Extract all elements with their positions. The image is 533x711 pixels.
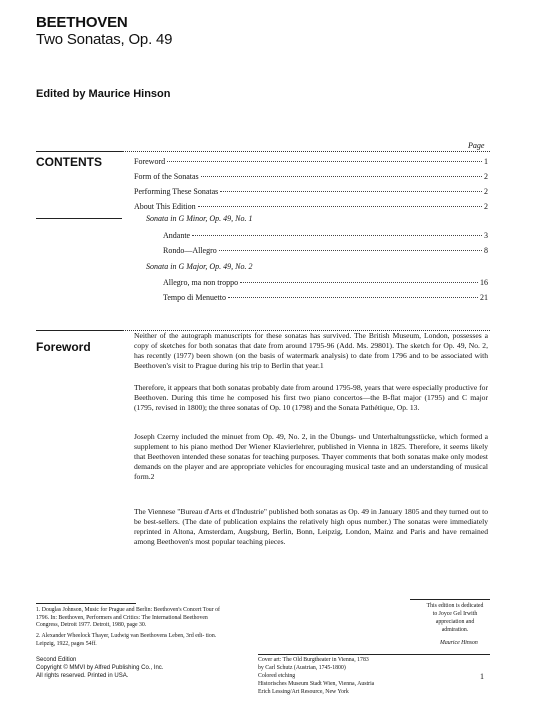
- toc-entry-title: Tempo di Menuetto: [163, 293, 226, 302]
- bottom-rule: [258, 654, 490, 655]
- footnote-2: 2. Alexander Wheelock Thayer, Ludwig van Beethovens Leben, 3rd edi- tion. Leipzig, 1922, pages 54ff.: [36, 633, 217, 647]
- toc-entry-page: 2: [484, 187, 488, 196]
- cover-credit-line: Historisches Museum Stadt Wien, Vienna, Austria: [258, 681, 375, 687]
- foreword-paragraph: Joseph Czerny included the minuet from Op. 49, No. 2, in the Übungs- und Unterhaltungsstücke, which formed a supplement to his piano method Der Wiener Klavierlehrer, published in Vienna in 1825. Therefore, it seems likely that Beethoven intended these sonatas for teaching purposes. Thayer comments that both sonatas make only modest demands on the player and are appropriate vehicles for encouraging musical taste and an understanding of musical form.2: [134, 432, 488, 481]
- footnote-1: 1. Douglas Johnson, Music for Prague and Berlin: Beethoven's Concert Tour of 1796. In: Beethoven, Performers and Critics: The International Beethoven Congress, Detroit 1977. Detroit, 1980, page 30.: [36, 607, 220, 628]
- foreword-paragraph: Therefore, it appears that both sonatas probably date from around 1795-98, years that were especially productive for Beethoven. During this time he composed his first two piano concertos—the B-flat major (1795) and C major (1795, revised in 1800); the three sonatas of Op. 10 (1798) and the Sonata Pathétique, Op. 13.: [134, 383, 488, 412]
- toc-entry-page: 2: [484, 202, 488, 211]
- toc-entry-page: 16: [480, 278, 488, 287]
- toc-entry-page: 8: [484, 246, 488, 255]
- cover-credit-line: Colored etching: [258, 673, 296, 679]
- page-column-heading: Page: [468, 141, 485, 150]
- rights-line: All rights reserved. Printed in USA.: [36, 673, 129, 679]
- editor-credit: Edited by Maurice Hinson: [36, 88, 171, 100]
- toc-leader: [228, 297, 478, 298]
- sonata-1-heading: Sonata in G Minor, Op. 49, No. 1: [146, 214, 253, 223]
- cover-credit-line: Erich Lessing/Art Resource, New York: [258, 689, 349, 695]
- sonata-2-heading: Sonata in G Major, Op. 49, No. 2: [146, 262, 253, 271]
- dedication-signature: Maurice Hinson: [440, 640, 478, 646]
- toc-leader: [219, 250, 482, 251]
- toc-entry-foreword[interactable]: [134, 157, 488, 166]
- composer-title: BEETHOVEN: [36, 14, 128, 31]
- dedication-rule: [410, 599, 490, 600]
- toc-entry-performing[interactable]: [134, 187, 488, 196]
- toc-entry-form[interactable]: [134, 172, 488, 181]
- toc-entry-title: Andante: [163, 231, 191, 240]
- toc-entry-title: About This Edition: [134, 202, 196, 211]
- toc-entry-page: 2: [484, 172, 488, 181]
- dedication-line: This edition is dedicated: [426, 603, 484, 609]
- dedication-line: admiration.: [441, 627, 469, 633]
- foreword-paragraph: Neither of the autograph manuscripts for these sonatas has survived. The British Museum, London, possesses a copy of sketches for both sonatas that date from around 1795-96 (Add. Ms. 29801). The sketch for Op. 49, No. 2, has recently (1977) been shown (on the basis of watermark analysis) to date from 1796 and to be associated with Beethoven's visit to Prague during his trip to Berlin that year.1: [134, 331, 488, 370]
- toc-leader: [198, 206, 482, 207]
- toc-leader: [192, 235, 482, 236]
- toc-leader: [167, 161, 482, 162]
- foreword-heading: Foreword: [36, 340, 91, 354]
- toc-entry-title: Performing These Sonatas: [134, 187, 219, 196]
- copyright-line: Copyright © MMVI by Alfred Publishing Co., Inc.: [36, 665, 164, 671]
- footnote-rule: [36, 603, 136, 604]
- dedication-line: appreciation and: [435, 619, 475, 625]
- toc-entry-title: Form of the Sonatas: [134, 172, 199, 181]
- toc-entry-menuetto[interactable]: [163, 293, 488, 302]
- toc-entry-about[interactable]: [134, 202, 488, 211]
- toc-entry-allegro[interactable]: [163, 278, 488, 287]
- toc-entry-page: 21: [480, 293, 488, 302]
- cover-credit-line: Cover art: The Old Burgtheater in Vienna, 1783: [258, 657, 369, 663]
- toc-entry-andante[interactable]: [163, 231, 488, 240]
- foreword-paragraph: The Viennese "Bureau d'Arts et d'Industrie" published both sonatas as Op. 49 in January 1805 and they turned out to be best-sellers. (The date of publication explains the relatively high opus number.) The sonatas were immediately reprinted in Altona, Amsterdam, Augsburg, Berlin, Bonn, Leipzig, London, Mainz and Paris and have remained among Beethoven's most popular teaching pieces.: [134, 507, 488, 546]
- contents-heading: CONTENTS: [36, 155, 102, 169]
- cover-credit-line: by Carl Schutz (Austrian, 1745-1800): [258, 665, 346, 671]
- contents-rule-left: [36, 151, 122, 152]
- toc-entry-page: 3: [484, 231, 488, 240]
- toc-entry-title: Rondo—Allegro: [163, 246, 217, 255]
- foreword-rule-left: [36, 330, 122, 331]
- contents-rule-right: [122, 151, 490, 152]
- toc-entry-rondo[interactable]: [163, 246, 488, 255]
- toc-leader: [240, 282, 478, 283]
- toc-entry-title: Foreword: [134, 157, 166, 166]
- work-subtitle: Two Sonatas, Op. 49: [36, 31, 173, 48]
- edition-line: Second Edition: [36, 657, 77, 663]
- dedication-line: to Joyce Gel Irwith: [432, 611, 478, 617]
- toc-leader: [201, 176, 482, 177]
- toc-entry-page: 1: [484, 157, 488, 166]
- toc-divider-left: [36, 218, 122, 219]
- toc-entry-title: Allegro, ma non troppo: [163, 278, 239, 287]
- page-number: 1: [480, 672, 484, 681]
- toc-leader: [220, 191, 482, 192]
